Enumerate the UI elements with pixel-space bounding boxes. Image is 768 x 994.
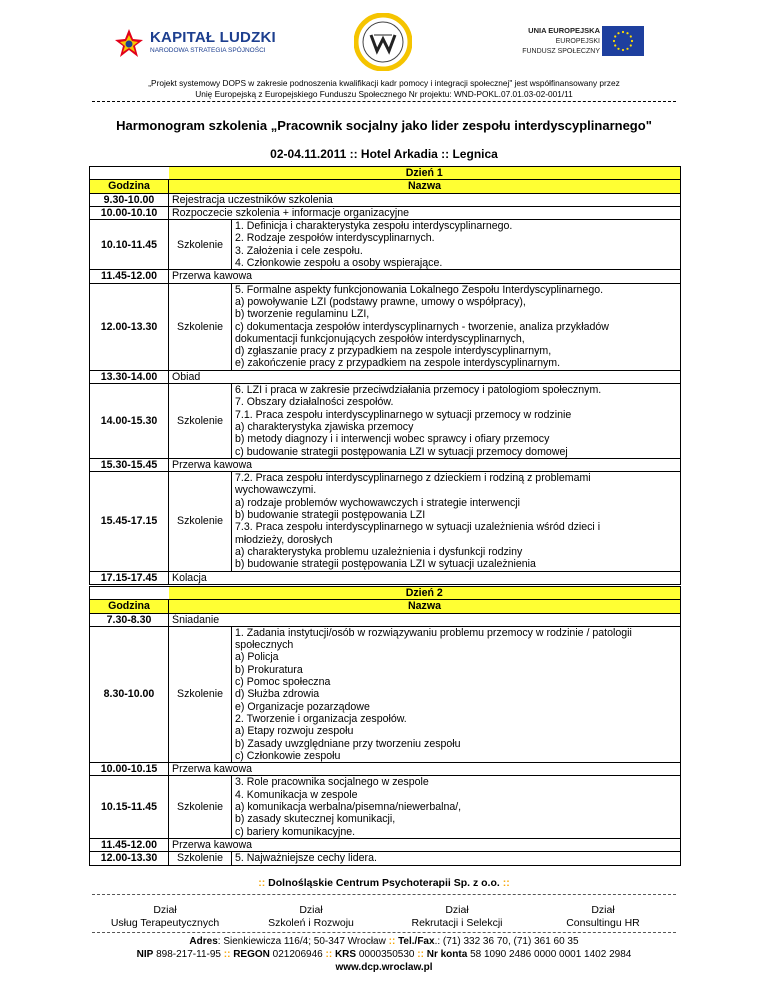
- eu-star-icon: [630, 44, 632, 46]
- schedule-row: [90, 838, 681, 851]
- dept-1: Dział Usług Terapeutycznych: [110, 904, 220, 929]
- row-time: 10.15-11.45: [90, 776, 169, 838]
- row-content: [169, 458, 681, 471]
- page-subtitle: 02-04.11.2011 :: Hotel Arkadia :: Legnica: [270, 147, 498, 161]
- footer-sep-left: ::: [258, 877, 266, 889]
- row-line: Przerwa kawowa: [172, 838, 253, 851]
- footer-divider-top: [92, 894, 676, 895]
- row-line: 7.3. Praca zespołu interdyscyplinarnego w sytuacji uzależnienia wśród dzieci i: [235, 521, 601, 534]
- row-line: a) charakterystyka zjawiska przemocy: [235, 420, 414, 433]
- row-line: 7. Obszary działalności zespołów.: [235, 396, 394, 409]
- row-line: d) Służba zdrowia: [235, 688, 320, 701]
- row-line: c) dokumentacja zespołów interdyscyplinarnych - tworzenie, analiza przykładów: [235, 320, 609, 333]
- day1-col-time: Godzina: [90, 180, 169, 193]
- row-content: [169, 838, 681, 851]
- eu-line3: FUNDUSZ SPOŁECZNY: [522, 48, 600, 55]
- project-info: [0, 78, 768, 100]
- row-line: Kolacja: [172, 571, 207, 584]
- row-content: [232, 776, 681, 838]
- schedule-row: [90, 370, 681, 383]
- row-line: b) zasady skutecznej komunikacji,: [235, 813, 396, 826]
- row-line: b) tworzenie regulaminu LZI,: [235, 308, 370, 321]
- schedule-row: [90, 472, 681, 571]
- day2-header-row-2: [90, 600, 681, 613]
- row-time: 14.00-15.30: [90, 384, 169, 459]
- schedule-row: [90, 220, 681, 270]
- row-content: [169, 270, 681, 283]
- row-line: 2. Tworzenie i organizacja zespołów.: [235, 712, 407, 725]
- day1-label: Dzień 1: [169, 167, 681, 180]
- row-line: 1. Definicja i charakterystyka zespołu interdyscyplinarnego.: [235, 220, 513, 233]
- row-type: Szkolenie: [169, 626, 232, 762]
- day2-label: Dzień 2: [169, 587, 681, 600]
- row-line: b) Zasady uwzględniane przy tworzeniu zespołu: [235, 737, 461, 750]
- day1-col-name: Nazwa: [169, 180, 681, 193]
- eu-star-icon: [622, 31, 624, 33]
- row-time: 11.45-12.00: [90, 838, 169, 851]
- row-line: 2. Rodzaje zespołów interdyscyplinarnych.: [235, 232, 435, 245]
- row-type: Szkolenie: [169, 283, 232, 370]
- day1-header-row-2: [90, 180, 681, 193]
- eu-logo: [508, 22, 648, 62]
- row-line: a) komunikacja werbalna/pisemna/niewerbalna/,: [235, 801, 462, 814]
- dept-2: Dział Szkoleń i Rozwoju: [268, 904, 354, 929]
- day1-schedule-table: [89, 166, 681, 585]
- row-type: Szkolenie: [169, 384, 232, 459]
- row-time: 13.30-14.00: [90, 370, 169, 383]
- row-line: Rejestracja uczestników szkolenia: [172, 193, 333, 206]
- row-time: 12.00-13.30: [90, 283, 169, 370]
- day2-header-row-1: [90, 587, 681, 600]
- footer-company-name: Dolnośląskie Centrum Psychoterapii Sp. z o.o.: [268, 877, 500, 889]
- row-line: 5. Najważniejsze cechy lidera.: [235, 852, 377, 865]
- eu-star-icon: [626, 32, 628, 34]
- row-line: Przerwa kawowa: [172, 270, 253, 283]
- row-line: a) Policja: [235, 651, 279, 664]
- schedule-row: [90, 613, 681, 626]
- row-line: Przerwa kawowa: [172, 458, 253, 471]
- eu-star-icon: [614, 35, 616, 37]
- row-line: 4. Członkowie zespołu a osoby wspierające.: [235, 257, 443, 270]
- row-content: [232, 220, 681, 270]
- row-time: 9.30-10.00: [90, 193, 169, 206]
- project-line1: „Projekt systemowy DOPS w zakresie podnoszenia kwalifikacji kadr pomocy i integracji społecznej" jest współfinansowany przez: [148, 78, 620, 88]
- row-content: [169, 571, 681, 584]
- row-line: e) zakończenie pracy z przypadkiem na zespole interdyscyplinarnym.: [235, 357, 561, 370]
- row-line: wychowawczymi.: [235, 484, 317, 497]
- row-line: c) bariery komunikacyjne.: [235, 825, 356, 838]
- footer-company-ids: NIP 898-217-11-95 :: REGON 021206946 :: KRS 0000350530 :: Nr konta 58 1090 2486 0000 0001 1402 2984: [136, 949, 632, 960]
- row-line: 4. Komunikacja w zespole: [235, 788, 358, 801]
- row-line: e) Organizacje pozarządowe: [235, 700, 370, 713]
- eu-flag-icon: [602, 26, 644, 56]
- day2-col-name: Nazwa: [169, 600, 681, 613]
- schedule-row: [90, 571, 681, 584]
- schedule-row: [90, 206, 681, 219]
- eu-star-icon: [630, 35, 632, 37]
- row-content: [232, 626, 681, 762]
- project-line2: Unię Europejską z Europejskiego Funduszu Społecznego Nr projektu: WND-POKL.07.01.03-02-001/11: [195, 89, 573, 99]
- eu-line1: UNIA EUROPEJSKA: [528, 26, 600, 35]
- footer-address-line: Adres: Sienkiewicza 116/4; 50-347 Wrocław :: Tel./Fax.: (71) 332 36 70, (71) 361 60 35: [189, 936, 579, 947]
- eu-star-icon: [626, 48, 628, 50]
- row-line: Obiad: [172, 370, 201, 383]
- row-line: c) budowanie strategii postępowania LZI w sytuacji przemocy domowej: [235, 445, 568, 458]
- row-content: [232, 472, 681, 571]
- row-line: 7.1. Praca zespołu interdyscyplinarnego w sytuacji przemocy w rodzinie: [235, 408, 572, 421]
- row-line: a) charakterystyka problemu uzależnienia i dysfunkcji rodziny: [235, 545, 523, 558]
- day2-schedule-table: [89, 586, 681, 866]
- row-line: d) zgłaszanie pracy z przypadkiem na zespole interdyscyplinarnym,: [235, 345, 552, 358]
- eu-star-icon: [617, 48, 619, 50]
- row-time: 12.00-13.30: [90, 852, 169, 865]
- footer-company: [0, 877, 768, 889]
- row-content: [169, 613, 681, 626]
- kapital-ludzki-title: KAPITAŁ LUDZKI: [150, 29, 276, 46]
- row-line: społecznych: [235, 639, 294, 652]
- schedule-row: [90, 283, 681, 370]
- eu-star-icon: [614, 44, 616, 46]
- row-content: [232, 384, 681, 459]
- day1-header-row-1: [90, 167, 681, 180]
- row-time: 10.00-10.15: [90, 763, 169, 776]
- day2-col-time: Godzina: [90, 600, 169, 613]
- schedule-row: [90, 776, 681, 838]
- eu-line2: EUROPEJSKI: [555, 38, 600, 45]
- row-line: 3. Założenia i cele zespołu.: [235, 244, 363, 257]
- dept-3: Dział Rekrutacji i Selekcji: [411, 904, 503, 929]
- header-divider: [92, 101, 676, 102]
- row-content: [169, 193, 681, 206]
- kapital-ludzki-subtitle: NARODOWA STRATEGIA SPÓJNOŚCI: [150, 47, 266, 54]
- schedule-row: [90, 270, 681, 283]
- eu-star-icon: [617, 32, 619, 34]
- row-line: a) rodzaje problemów wychowawczych i strategie interwencji: [235, 496, 520, 509]
- row-line: dokumentacji funkcjonujących zespołów interdyscyplinarnych,: [235, 332, 525, 345]
- schedule-row: [90, 458, 681, 471]
- schedule-row: [90, 852, 681, 865]
- row-content: [232, 852, 681, 865]
- footer-address-block: [0, 935, 768, 974]
- footer-website-link[interactable]: www.dcp.wroclaw.pl: [335, 962, 433, 973]
- row-line: b) budowanie strategii postępowania LZI w sytuacji uzależnienia: [235, 558, 536, 571]
- row-line: c) Członkowie zespołu: [235, 749, 341, 762]
- row-type: Szkolenie: [169, 852, 232, 865]
- row-line: 1. Zadania instytucji/osób w rozwiązywaniu problemu przemocy w rodzinie / patologii: [235, 626, 632, 639]
- row-line: Śniadanie: [172, 613, 220, 626]
- row-line: a) powoływanie LZI (podstawy prawne, umowy o współpracy),: [235, 295, 526, 308]
- schedule-row: [90, 626, 681, 762]
- row-time: 15.45-17.15: [90, 472, 169, 571]
- schedule-row: [90, 193, 681, 206]
- row-time: 10.10-11.45: [90, 220, 169, 270]
- eu-star-icon: [613, 40, 615, 42]
- row-line: 5. Formalne aspekty funkcjonowania Lokalnego Zespołu Interdyscyplinarnego.: [235, 283, 604, 296]
- kapital-ludzki-star-icon: [114, 28, 144, 58]
- kapital-ludzki-logo: [114, 28, 274, 62]
- row-line: b) budowanie strategii postępowania LZI: [235, 509, 426, 522]
- row-type: Szkolenie: [169, 776, 232, 838]
- row-time: 10.00-10.10: [90, 206, 169, 219]
- row-line: b) Prokuratura: [235, 663, 303, 676]
- schedule-row: [90, 763, 681, 776]
- row-line: a) Etapy rozwoju zespołu: [235, 725, 354, 738]
- dept-4: Dział Consultingu HR: [566, 904, 640, 929]
- row-content: [232, 283, 681, 370]
- row-content: [169, 763, 681, 776]
- row-line: 7.2. Praca zespołu interdyscyplinarnego z dzieckiem i rodziną z problemami: [235, 472, 591, 485]
- row-line: Przerwa kawowa: [172, 763, 253, 776]
- row-line: młodzieży, dorosłych: [235, 533, 333, 546]
- row-type: Szkolenie: [169, 220, 232, 270]
- row-line: 3. Role pracownika socjalnego w zespole: [235, 776, 429, 789]
- footer-departments: [92, 904, 676, 932]
- row-content: [169, 206, 681, 219]
- eu-star-icon: [631, 40, 633, 42]
- footer-sep-right: ::: [502, 877, 510, 889]
- footer-divider-bottom: [92, 932, 676, 933]
- row-line: Rozpoczecie szkolenia + informacje organizacyjne: [172, 206, 410, 219]
- page-title: Harmonogram szkolenia „Pracownik socjalny jako lider zespołu interdyscyplinarnego": [116, 118, 652, 133]
- row-line: 6. LZI i praca w zakresie przeciwdziałania przemocy i patologiom społecznym.: [235, 384, 602, 397]
- eu-star-icon: [622, 49, 624, 51]
- row-time: 17.15-17.45: [90, 571, 169, 584]
- schedule-row: [90, 384, 681, 459]
- row-line: c) Pomoc społeczna: [235, 676, 331, 689]
- wydawnictwo-seal-logo: [354, 13, 412, 71]
- row-time: 7.30-8.30: [90, 613, 169, 626]
- row-time: 11.45-12.00: [90, 270, 169, 283]
- row-time: 8.30-10.00: [90, 626, 169, 762]
- row-type: Szkolenie: [169, 472, 232, 571]
- row-line: b) metody diagnozy i i interwencji wobec sprawcy i ofiary przemocy: [235, 433, 550, 446]
- row-content: [169, 370, 681, 383]
- row-time: 15.30-15.45: [90, 458, 169, 471]
